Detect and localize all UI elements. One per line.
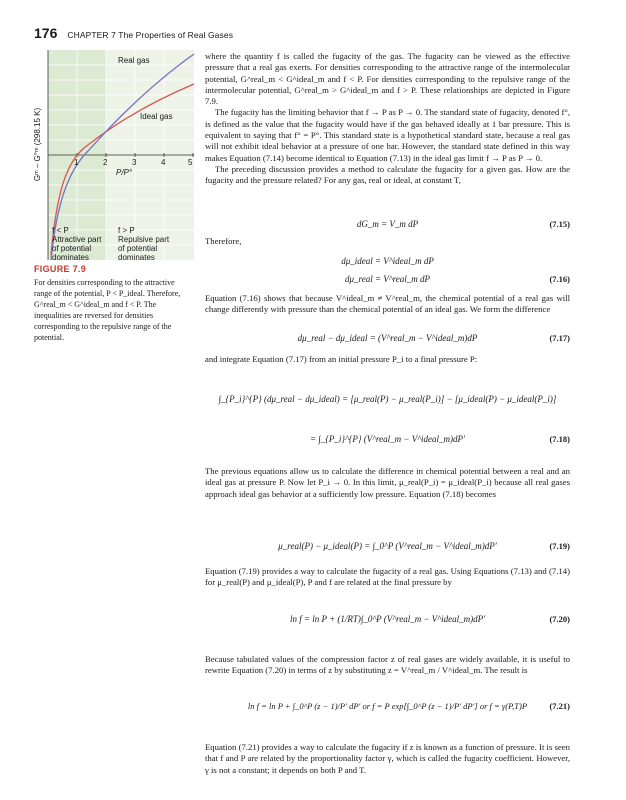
x-axis-label: P/P° xyxy=(116,168,133,177)
y-axis-label: Gᵐ – G°ᵐ (298.15 K) xyxy=(33,107,43,182)
text-block-5 xyxy=(205,566,570,589)
attractive-region-label: f < P Attractive part of potential dominates xyxy=(52,226,102,262)
page-number: 176 xyxy=(34,25,58,41)
paragraph: Equation (7.19) provides a way to calculate the fugacity of a real gas. Using Equations (7.13) and (7.14) for μ_real(P) and μ_ideal(P), P and f are related at the final pressure by xyxy=(205,566,570,588)
equation-7-19 xyxy=(205,541,570,553)
x-tick-label: 5 xyxy=(188,158,193,167)
paragraph: and integrate Equation (7.17) from an initial pressure P_i to a final pressure P: xyxy=(205,354,478,364)
text-block-1 xyxy=(205,51,570,187)
figure-7-9 xyxy=(34,50,196,268)
equation-7-21 xyxy=(205,701,570,713)
paragraph: The previous equations allow us to calculate the difference in chemical potential between a real and an ideal gas at pressure P. Now let P_i → 0. In this limit, μ_real(P_i) = μ_ideal(P_i) because all real gases approach ideal gas behavior at a sufficiently low pressure. Equation (7.18) becomes xyxy=(205,466,570,499)
equation-7-18a xyxy=(205,394,570,406)
equation-expression: ln f = ln P + ∫_0^P (z − 1)/P′ dP′ or f = P exp[∫_0^P (z − 1)/P′ dP′] or f = γ(P,T)P xyxy=(247,701,528,711)
equation-7-18b xyxy=(205,434,570,446)
equation-expression: dμ_ideal = V^ideal_m dP xyxy=(341,256,434,266)
repulsive-region-label: f > P Repulsive part of potential dominates xyxy=(118,226,170,262)
equation-number: (7.18) xyxy=(549,434,570,444)
equation-expression: = ∫_{P_i}^{P} (V^real_m − V^ideal_m)dP′ xyxy=(309,434,465,444)
equation-expression: μ_real(P) − μ_ideal(P) = ∫_0^P (V^real_m − V^ideal_m)dP′ xyxy=(278,541,497,551)
equation-number: (7.21) xyxy=(549,701,570,711)
equation-expression: dG_m = V_m dP xyxy=(356,219,419,229)
paragraph: Equation (7.16) shows that because V^ideal_m ≠ V^real_m, the chemical potential of a real gas will change differently with pressure than the chemical potential of an ideal gas. We form the difference xyxy=(205,293,570,315)
equation-expression: dμ_real = V^real_m dP xyxy=(345,274,430,284)
paragraph: Because tabulated values of the compression factor z of real gases are widely available, it is useful to rewrite Equation (7.20) in terms of z by substituting z = V^real_m / V^ideal_m. The result is xyxy=(205,654,570,676)
equation-expression: ln f = ln P + (1/RT)∫_0^P (V^real_m − V^ideal_m)dP′ xyxy=(289,614,486,624)
equation-number: (7.15) xyxy=(549,219,570,229)
paragraph: where the quantity f is called the fugacity of the gas. The fugacity can be viewed as the effective pressure that a real gas exerts. For densities corresponding to the attractive range of the intermolecular potential, G^real_m < G^ideal_m and f < P. For densities corresponding to the repulsive range of the intermolecular potential, G^real_m > G^ideal_m and f > P. These relationships are depicted in Figure 7.9. xyxy=(205,51,570,107)
text-block-7 xyxy=(205,742,570,776)
text-block-2 xyxy=(205,293,570,316)
equation-number: (7.20) xyxy=(549,614,570,624)
figure-caption: For densities corresponding to the attractive range of the potential, P < P_ideal. Therefore, G^real_m < G^ideal_m and f < P. The inequalities are reversed for densities corresponding to the repulsive range of the potential. xyxy=(34,278,181,342)
page-header xyxy=(34,25,233,41)
figure-caption-title: FIGURE 7.9 xyxy=(34,264,87,274)
paragraph: The preceding discussion provides a method to calculate the fugacity for a given gas. How are the fugacity and the pressure related? For any gas, real or ideal, at constant T, xyxy=(205,163,570,186)
x-tick-label: 3 xyxy=(132,158,137,167)
paragraph: Equation (7.21) provides a way to calculate the fugacity if z is known as a function of pressure. It is seen that f and P are related by the proportionality factor γ, which is called the fugacity coefficient. However, γ is not a constant; it depends on both P and T. xyxy=(205,742,570,775)
text-block-4 xyxy=(205,466,570,500)
equation-7-17 xyxy=(205,333,570,345)
equation-number: (7.19) xyxy=(549,541,570,551)
equation-expression: ∫_{P_i}^{P} (dμ_real − dμ_ideal) = [μ_real(P) − μ_real(P_i)] − [μ_ideal(P) − μ_ideal(P_i)] xyxy=(218,394,557,404)
ideal-gas-label: Ideal gas xyxy=(140,112,173,121)
equation-7-16a xyxy=(205,256,570,268)
equation-number: (7.17) xyxy=(549,333,570,343)
paragraph: The fugacity has the limiting behavior that f → P as P → 0. The standard state of fugacity, denoted f°, is defined as the value that the fugacity would have if the gas behaved ideally at 1 bar pressure. This is equivalent to saying that f° = P°. This standard state is a hypothetical standard state, because a real gas will not exhibit ideal behavior at a pressure of one bar. However, the standard state defined in this way makes Equation (7.14) become identical to Equation (7.13) in the ideal gas limit f → P as P → 0. xyxy=(205,107,570,163)
equation-7-16b xyxy=(205,274,570,286)
equation-7-15 xyxy=(205,219,570,231)
real-gas-label: Real gas xyxy=(118,56,150,65)
x-tick-label: 2 xyxy=(103,158,108,167)
equation-expression: dμ_real − dμ_ideal = (V^real_m − V^ideal_m)dP xyxy=(297,333,478,343)
equation-7-20 xyxy=(205,614,570,626)
text-block-6 xyxy=(205,654,570,677)
chapter-title: CHAPTER 7 The Properties of Real Gases xyxy=(67,30,234,40)
equation-number: (7.16) xyxy=(549,274,570,284)
x-tick-label: 1 xyxy=(74,158,79,167)
therefore-text: Therefore, xyxy=(205,236,242,246)
text-block-3 xyxy=(205,354,570,365)
x-tick-label: 4 xyxy=(161,158,166,167)
